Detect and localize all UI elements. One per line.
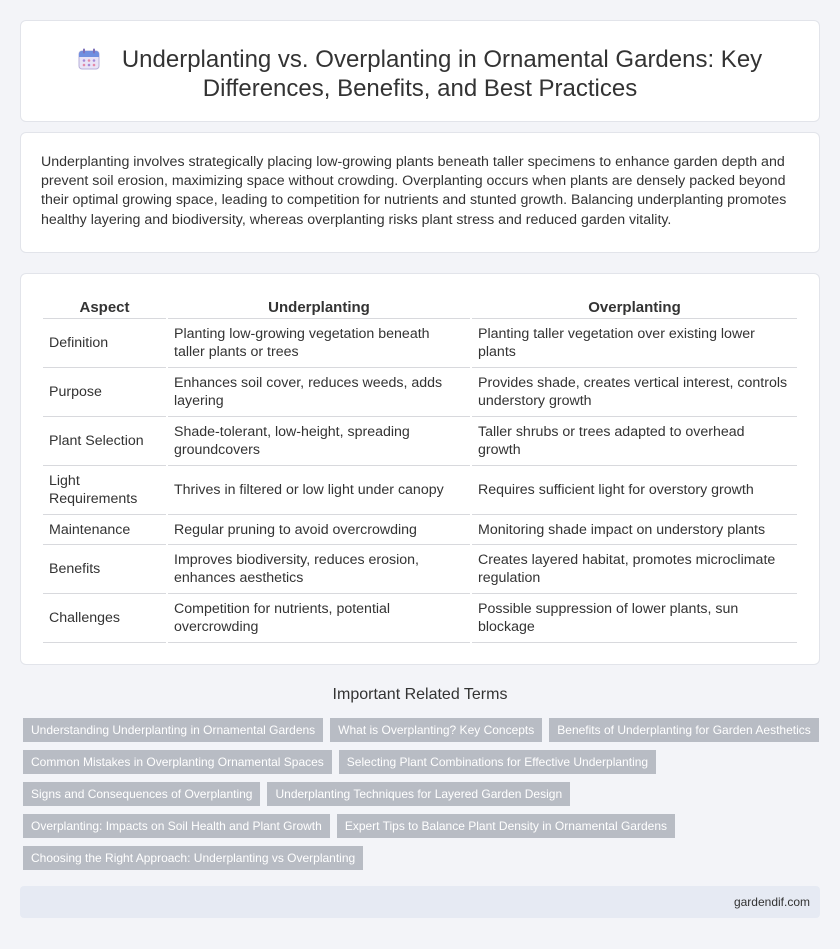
row-underplanting: Thrives in filtered or low light under canopy — [168, 466, 470, 515]
row-aspect: Challenges — [43, 594, 166, 643]
intro-paragraph: Underplanting involves strategically placing low-growing plants beneath taller specimens to enhance garden depth and prevent soil erosion, maximizing space without crowding. Overplanting occurs when plants are densely packed beyond their optimal growing space, leading to competition for nutrients and stunted growth. Balancing underplanting promotes healthy layering and biodiversity, whereas overplanting risks plant stress and reduced garden vitality. — [41, 154, 787, 228]
tag-row — [23, 782, 823, 806]
tag-row — [23, 814, 823, 838]
row-aspect: Maintenance — [43, 515, 166, 545]
calendar-icon — [78, 48, 100, 70]
row-underplanting: Enhances soil cover, reduces weeds, adds layering — [168, 368, 470, 417]
related-term-tag[interactable]: Signs and Consequences of Overplanting — [23, 782, 260, 806]
header-overplanting: Overplanting — [472, 296, 797, 319]
row-overplanting: Creates layered habitat, promotes microclimate regulation — [472, 545, 797, 594]
table-row — [43, 515, 797, 545]
related-term-tag[interactable]: Benefits of Underplanting for Garden Aesthetics — [549, 718, 818, 742]
row-overplanting: Requires sufficient light for overstory growth — [472, 466, 797, 515]
table-row — [43, 545, 797, 594]
table-row — [43, 319, 797, 368]
related-term-tag[interactable]: Selecting Plant Combinations for Effective Underplanting — [339, 750, 656, 774]
table-header-row — [43, 296, 797, 319]
header-underplanting: Underplanting — [168, 296, 470, 319]
comparison-table — [41, 296, 799, 643]
related-term-tag[interactable]: Common Mistakes in Overplanting Ornamental Spaces — [23, 750, 332, 774]
row-aspect: Light Requirements — [43, 466, 166, 515]
row-overplanting: Provides shade, creates vertical interest, controls understory growth — [472, 368, 797, 417]
page-title: Underplanting vs. Overplanting in Ornamental Gardens: Key Differences, Benefits, and Best Practices — [121, 46, 763, 102]
row-overplanting: Possible suppression of lower plants, sun blockage — [472, 594, 797, 643]
related-term-tag[interactable]: Expert Tips to Balance Plant Density in Ornamental Gardens — [337, 814, 675, 838]
row-underplanting: Planting low-growing vegetation beneath taller plants or trees — [168, 319, 470, 368]
row-overplanting: Taller shrubs or trees adapted to overhead growth — [472, 417, 797, 466]
related-term-tag[interactable]: Understanding Underplanting in Ornamental Gardens — [23, 718, 323, 742]
related-term-tag[interactable]: Choosing the Right Approach: Underplanting vs Overplanting — [23, 846, 363, 870]
tag-row — [23, 846, 823, 870]
header-card — [20, 20, 820, 122]
table-row — [43, 368, 797, 417]
row-aspect: Definition — [43, 319, 166, 368]
table-row — [43, 594, 797, 643]
related-term-tag[interactable]: What is Overplanting? Key Concepts — [330, 718, 542, 742]
row-underplanting: Improves biodiversity, reduces erosion, enhances aesthetics — [168, 545, 470, 594]
page-title-wrap — [21, 45, 819, 103]
row-underplanting: Regular pruning to avoid overcrowding — [168, 515, 470, 545]
table-row — [43, 466, 797, 515]
related-term-tag[interactable]: Underplanting Techniques for Layered Garden Design — [267, 782, 570, 806]
row-aspect: Benefits — [43, 545, 166, 594]
row-underplanting: Competition for nutrients, potential overcrowding — [168, 594, 470, 643]
table-row — [43, 417, 797, 466]
related-terms-title: Important Related Terms — [332, 686, 508, 703]
comparison-table-card — [20, 273, 820, 665]
row-underplanting: Shade-tolerant, low-height, spreading groundcovers — [168, 417, 470, 466]
footer-site-link[interactable]: gardendif.com — [733, 895, 810, 909]
row-aspect: Purpose — [43, 368, 166, 417]
row-overplanting: Planting taller vegetation over existing lower plants — [472, 319, 797, 368]
footer — [20, 886, 820, 918]
tag-row — [23, 750, 823, 774]
tag-row — [23, 718, 823, 742]
row-overplanting: Monitoring shade impact on understory plants — [472, 515, 797, 545]
header-aspect: Aspect — [43, 296, 166, 319]
row-aspect: Plant Selection — [43, 417, 166, 466]
related-terms-tags — [23, 718, 823, 878]
intro-card — [20, 132, 820, 253]
related-term-tag[interactable]: Overplanting: Impacts on Soil Health and Plant Growth — [23, 814, 330, 838]
